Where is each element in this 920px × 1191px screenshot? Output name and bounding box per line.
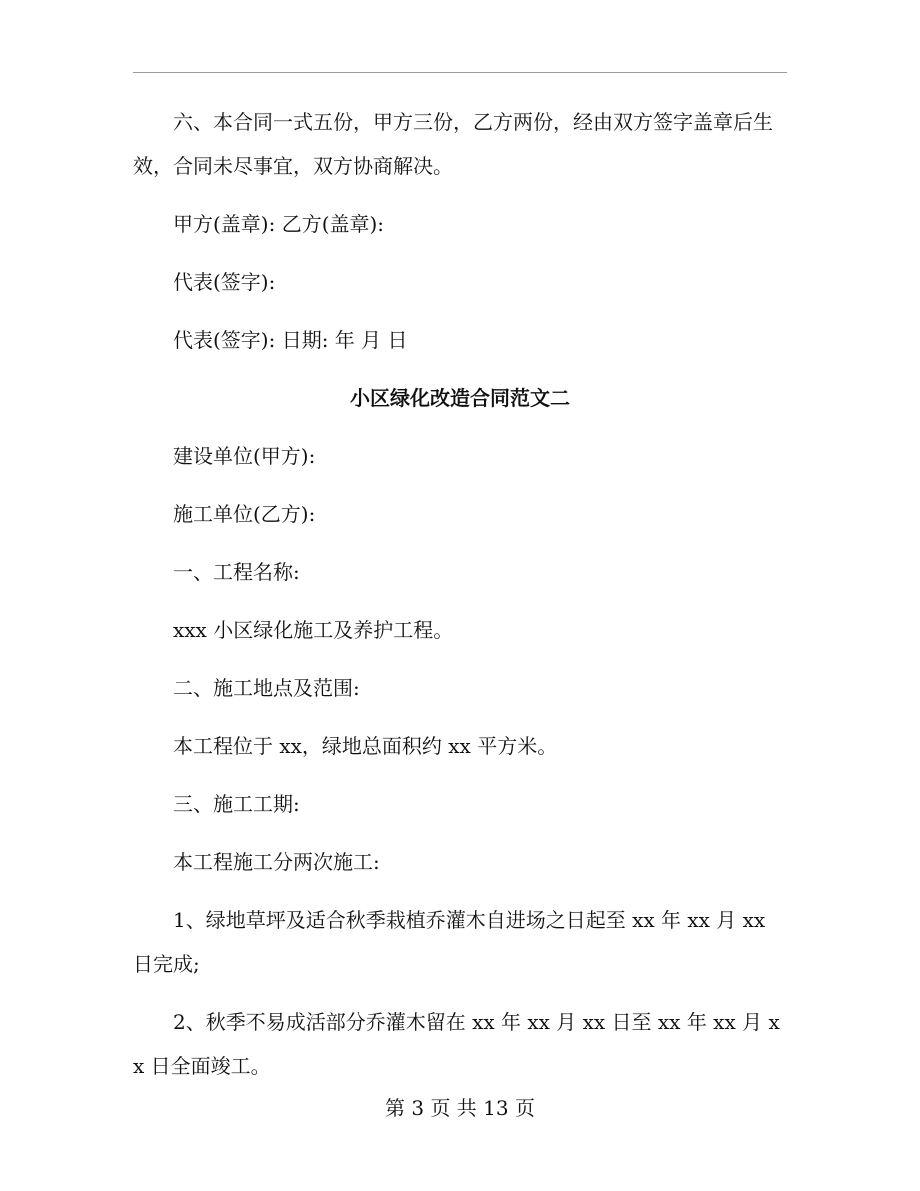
paragraph-gap — [133, 652, 787, 666]
paragraph-gap — [133, 362, 787, 376]
paragraph-gap — [133, 536, 787, 550]
paragraph: 二、施工地点及范围: — [173, 676, 360, 700]
paragraph-gap — [133, 594, 787, 608]
page-content — [133, 100, 787, 1088]
page-number-footer: 第 3 页 共 13 页 — [385, 1096, 535, 1120]
paragraph: 本工程位于 xx，绿地总面积约 xx 平方米。 — [173, 734, 558, 758]
paragraph-gap — [133, 710, 787, 724]
paragraph-gap — [133, 188, 787, 202]
header-rule — [133, 72, 787, 73]
paragraph-gap — [133, 884, 787, 898]
paragraph: 甲方(盖章): 乙方(盖章): — [173, 212, 385, 236]
paragraph-gap — [133, 246, 787, 260]
paragraph: 三、施工工期: — [173, 792, 300, 816]
paragraph-gap — [133, 478, 787, 492]
paragraph: 2、秋季不易成活部分乔灌木留在 xx 年 xx 月 xx 日至 xx 年 xx 月 xx 日全面竣工。 — [133, 1010, 780, 1078]
paragraph: 六、本合同一式五份，甲方三份，乙方两份，经由双方签字盖章后生效，合同未尽事宜，双方协商解决。 — [133, 110, 773, 178]
paragraph: xxx 小区绿化施工及养护工程。 — [173, 618, 454, 642]
paragraph: 建设单位(甲方): — [173, 444, 316, 468]
paragraph: 本工程施工分两次施工: — [173, 850, 380, 874]
section-title: 小区绿化改造合同范文二 — [350, 386, 570, 410]
paragraph: 一、工程名称: — [173, 560, 300, 584]
paragraph: 代表(签字): — [173, 270, 276, 294]
paragraph: 施工单位(乙方): — [173, 502, 316, 526]
paragraph-gap — [133, 826, 787, 840]
paragraph-gap — [133, 768, 787, 782]
paragraph: 1、绿地草坪及适合秋季栽植乔灌木自进场之日起至 xx 年 xx 月 xx 日完成; — [133, 908, 766, 976]
paragraph: 代表(签字): 日期: 年 月 日 — [173, 328, 408, 352]
paragraph-gap — [133, 420, 787, 434]
paragraph-gap — [133, 304, 787, 318]
paragraph-gap — [133, 986, 787, 1000]
